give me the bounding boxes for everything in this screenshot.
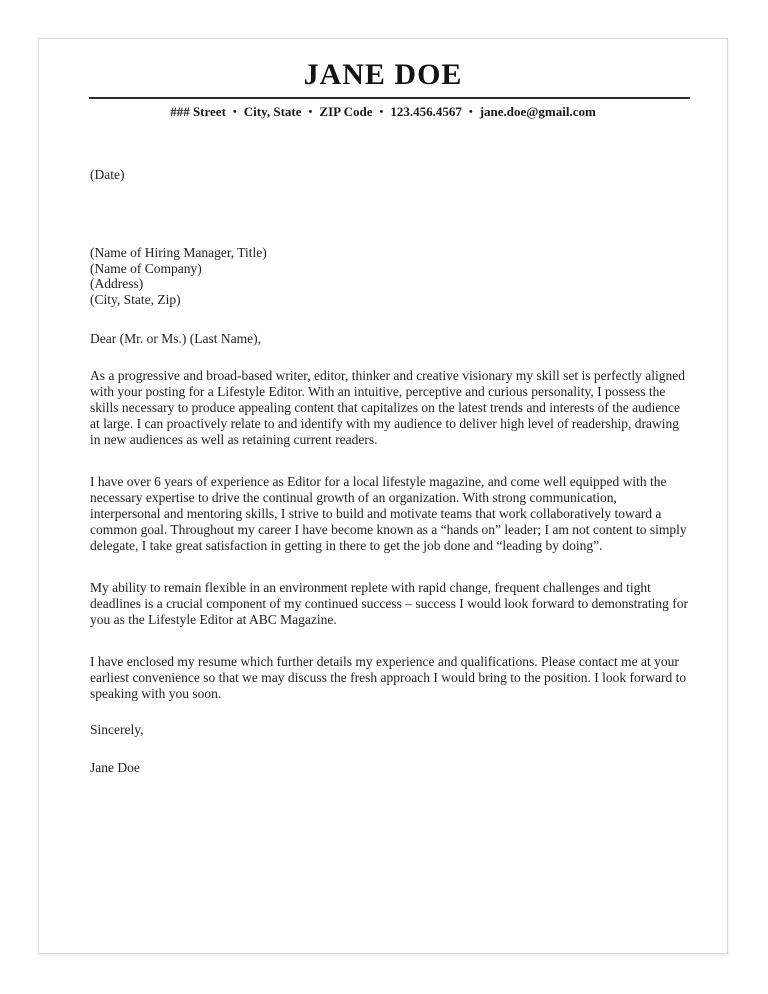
signature-name: Jane Doe [90, 760, 140, 775]
recipient-city-state-zip: (City, State, Zip) [90, 291, 181, 307]
body-paragraph: I have enclosed my resume which further details my experience and qualifications. Please contact me at your earliest convenience so that we may discuss the fresh approach I would bring to the position. I look forward to speaking with you soon. [90, 654, 687, 701]
contact-line [39, 104, 727, 120]
letter-page [38, 38, 728, 954]
closing: Sincerely, [90, 722, 144, 737]
candidate-name: JANE DOE [303, 58, 463, 91]
contact-phone: 123.456.4567 [390, 104, 462, 119]
recipient-address: (Address) [90, 276, 144, 291]
body-paragraph: I have over 6 years of experience as Editor for a local lifestyle magazine, and come well equipped with the necessary expertise to drive the continual growth of an organization. With strong communication, interpersonal and mentoring skills, I strive to build and motivate teams that work collaboratively toward a common goal. Throughout my career I have become known as a “hands on” leader; I am not content to simply delegate, I take great satisfaction in getting in there to get the job done and “leading by doing”. [90, 474, 687, 553]
recipient-hiring-manager: (Name of Hiring Manager, Title) [90, 245, 267, 260]
bullet-separator-icon: • [468, 106, 473, 118]
contact-email: jane.doe@gmail.com [479, 104, 596, 119]
date-placeholder: (Date) [90, 167, 125, 182]
contact-city-state: City, State [243, 104, 302, 119]
bullet-separator-icon: • [232, 106, 237, 118]
salutation: Dear (Mr. or Ms.) (Last Name), [90, 331, 261, 346]
body-paragraph: My ability to remain flexible in an environment replete with rapid change, frequent challenges and tight deadlines is a crucial component of my continued success – success I would look forward to demonstrating for you as the Lifestyle Editor at ABC Magazine. [90, 580, 688, 627]
bullet-separator-icon: • [379, 106, 384, 118]
bullet-separator-icon: • [308, 106, 313, 118]
contact-zip: ZIP Code [319, 104, 373, 119]
recipient-block [90, 245, 689, 307]
letter-body [39, 167, 727, 776]
contact-street: ### Street [170, 104, 226, 119]
letter-header [39, 39, 727, 120]
recipient-company: (Name of Company) [90, 260, 202, 276]
header-rule [89, 97, 690, 99]
body-paragraph: As a progressive and broad-based writer, editor, thinker and creative visionary my skill set is perfectly aligned with your posting for a Lifestyle Editor. With an intuitive, perceptive and curious personality, I possess the skills necessary to produce appealing content that capitalizes on the latest trends and interests of the audience at large. I can proactively relate to and identify with my audience to deliver high level of readership, drawing in new audiences as well as retaining current readers. [90, 368, 685, 447]
